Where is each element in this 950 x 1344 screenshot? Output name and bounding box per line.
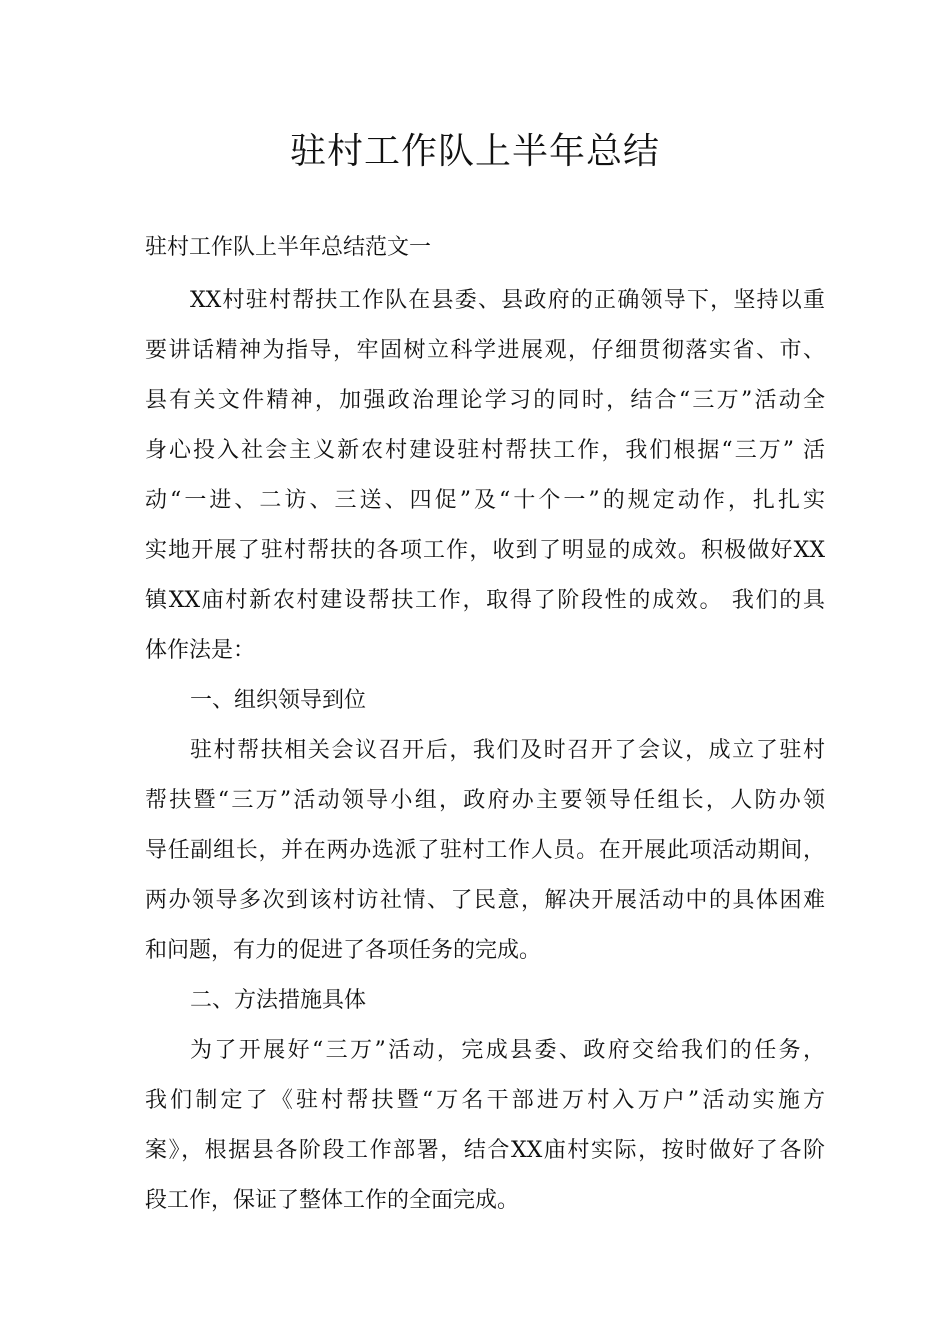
paragraph-line: 段工作，保证了整体工作的全面完成。 [145,1188,520,1213]
paragraph-line: 案》，根据县各阶段工作部署，结合XX庙村实际，按时做好了各阶 [145,1138,825,1163]
paragraph-line: 镇XX庙村新农村建设帮扶工作，取得了阶段性的成效。 我们的具 [145,588,825,613]
paragraph-line: XX村驻村帮扶工作队在县委、县政府的正确领导下，坚持以重 [190,288,825,313]
paragraph-line: 为了开展好“三万”活动，完成县委、政府交给我们的任务， [190,1038,825,1063]
section-heading: 一、组织领导到位 [190,688,367,713]
paragraph-line: 身心投入社会主义新农村建设驻村帮扶工作，我们根据“三万” 活 [145,438,825,463]
paragraph-line: 体作法是： [145,638,256,663]
document-title: 驻村工作队上半年总结 [289,131,660,172]
paragraph-line: 导任副组长，并在两办选派了驻村工作人员。在开展此项活动期间， [145,838,825,863]
paragraph-line: 动“一进、二访、三送、四促”及“十个一”的规定动作，扎扎实 [145,488,825,513]
paragraph-line: 我们制定了《驻村帮扶暨“万名干部进万村入万户”活动实施方 [145,1088,825,1113]
paragraph-line: 县有关文件精神，加强政治理论学习的同时，结合“三万”活动全 [145,388,825,413]
subtitle-line: 驻村工作队上半年总结范文一 [145,235,432,260]
paragraph-line: 两办领导多次到该村访社情、了民意，解决开展活动中的具体困难 [145,888,825,913]
paragraph-line: 驻村帮扶相关会议召开后，我们及时召开了会议，成立了驻村 [190,738,825,763]
paragraph-line: 要讲话精神为指导，牢固树立科学进展观，仔细贯彻落实省、市、 [145,338,825,363]
paragraph-line: 帮扶暨“三万”活动领导小组，政府办主要领导任组长，人防办领 [145,788,825,813]
paragraph-line: 和问题，有力的促进了各项任务的完成。 [145,938,542,963]
paragraph-line: 实地开展了驻村帮扶的各项工作，收到了明显的成效。积极做好XX [145,538,825,563]
section-heading: 二、方法措施具体 [190,988,367,1013]
